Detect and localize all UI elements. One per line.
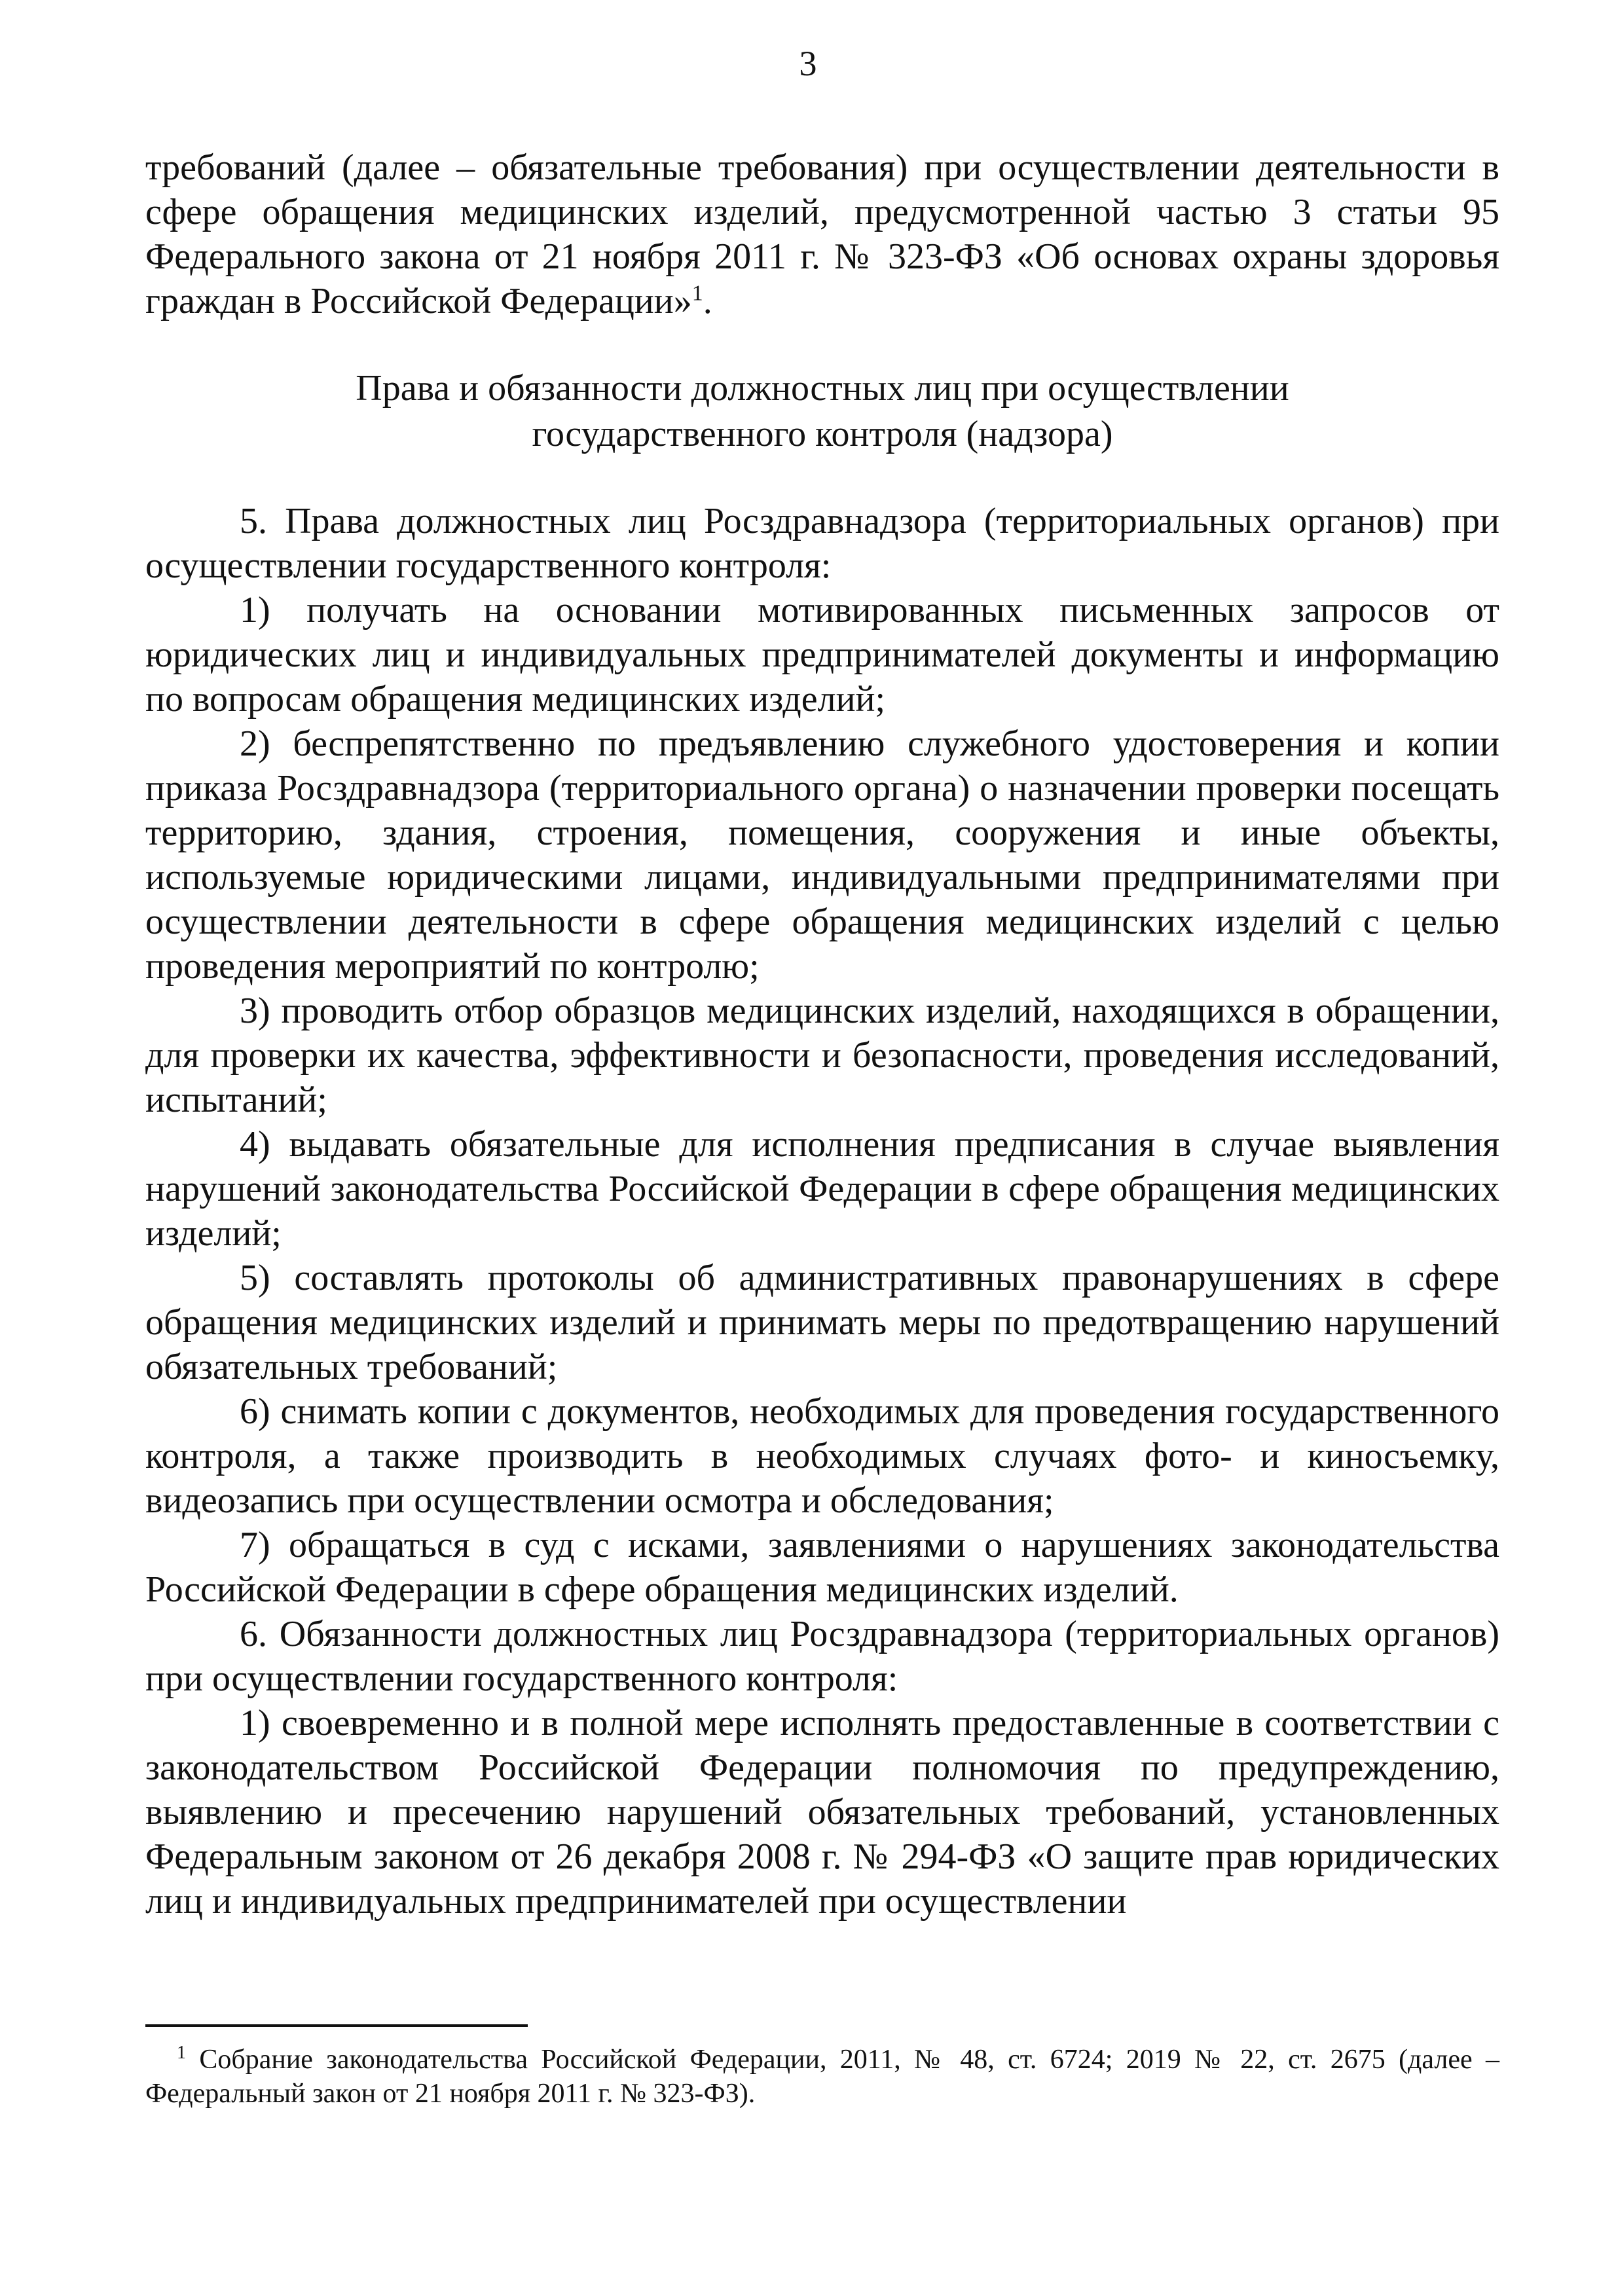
list-item: 6) снимать копии с документов, необходимых для проведения государственного контроля, а также производить в необходимых случаях фото- и киносъемку, видеозапись при осуществлении осмотра и обследования; (145, 1391, 1499, 1521)
intro-text: требований (далее – обязательные требования) при осуществлении деятельности в сфере обращения медицинских изделий, предусмотренной частью 3 статьи 95 Федерального закона от 21 ноября 2011 г. № 323-ФЗ «Об основах охраны здоровья граждан в Российской Федерации» (145, 147, 1499, 321)
page-number: 3 (799, 44, 817, 83)
list-item: 1) своевременно и в полной мере исполнять предоставленные в соответствии с законодательством Российской Федерации полномочия по предупреждению, выявлению и пресечению нарушений обязательных требований, установленных Федеральным законом от 26 декабря 2008 г. № 294-ФЗ «О защите прав юридических лиц и индивидуальных предпринимателей при осуществлении (145, 1703, 1499, 1922)
document-body (145, 145, 1499, 1923)
list-item: 5) составлять протоколы об административных правонарушениях в сфере обращения медицинских изделий и принимать меры по предотвращению нарушений обязательных требований; (145, 1258, 1499, 1387)
section-heading (145, 365, 1499, 457)
footnote-divider (145, 2024, 528, 2027)
section-heading-line-1: Права и обязанности должностных лиц при осуществлении (356, 368, 1289, 409)
footnote-reference: 1 (691, 281, 703, 306)
footnote (145, 2043, 1499, 2111)
list-item: 3) проводить отбор образцов медицинских изделий, находящихся в обращении, для проверки их качества, эффективности и безопасности, проведения исследований, испытаний; (145, 991, 1499, 1120)
list-item: 2) беспрепятственно по предъявлению служебного удостоверения и копии приказа Росздравнадзора (территориального органа) о назначении проверки посещать территорию, здания, строения, помещения, сооружения и иные объекты, используемые юридическими лицами, индивидуальными предпринимателями при осуществлении деятельности в сфере обращения медицинских изделий с целью проведения мероприятий по контролю; (145, 723, 1499, 987)
paragraph-6: 6. Обязанности должностных лиц Росздравнадзора (территориальных органов) при осуществлении государственного контроля: (145, 1614, 1499, 1699)
section-heading-line-2: государственного контроля (надзора) (532, 414, 1113, 454)
footnote-text: Собрание законодательства Российской Федерации, 2011, № 48, ст. 6724; 2019 № 22, ст. 2675 (далее – Федеральный закон от 21 ноября 2011 г. № 323-ФЗ). (145, 2045, 1499, 2109)
intro-end: . (703, 281, 712, 321)
paragraph-5: 5. Права должностных лиц Росздравнадзора (территориальных органов) при осуществлении государственного контроля: (145, 501, 1499, 586)
footnote-marker: 1 (177, 2043, 186, 2063)
intro-paragraph (145, 145, 1499, 323)
list-item: 7) обращаться в суд с исками, заявлениями о нарушениях законодательства Российской Федерации в сфере обращения медицинских изделий. (145, 1525, 1499, 1610)
list-item: 1) получать на основании мотивированных письменных запросов от юридических лиц и индивидуальных предпринимателей документы и информацию по вопросам обращения медицинских изделий; (145, 590, 1499, 720)
list-item: 4) выдавать обязательные для исполнения предписания в случае выявления нарушений законодательства Российской Федерации в сфере обращения медицинских изделий; (145, 1124, 1499, 1254)
